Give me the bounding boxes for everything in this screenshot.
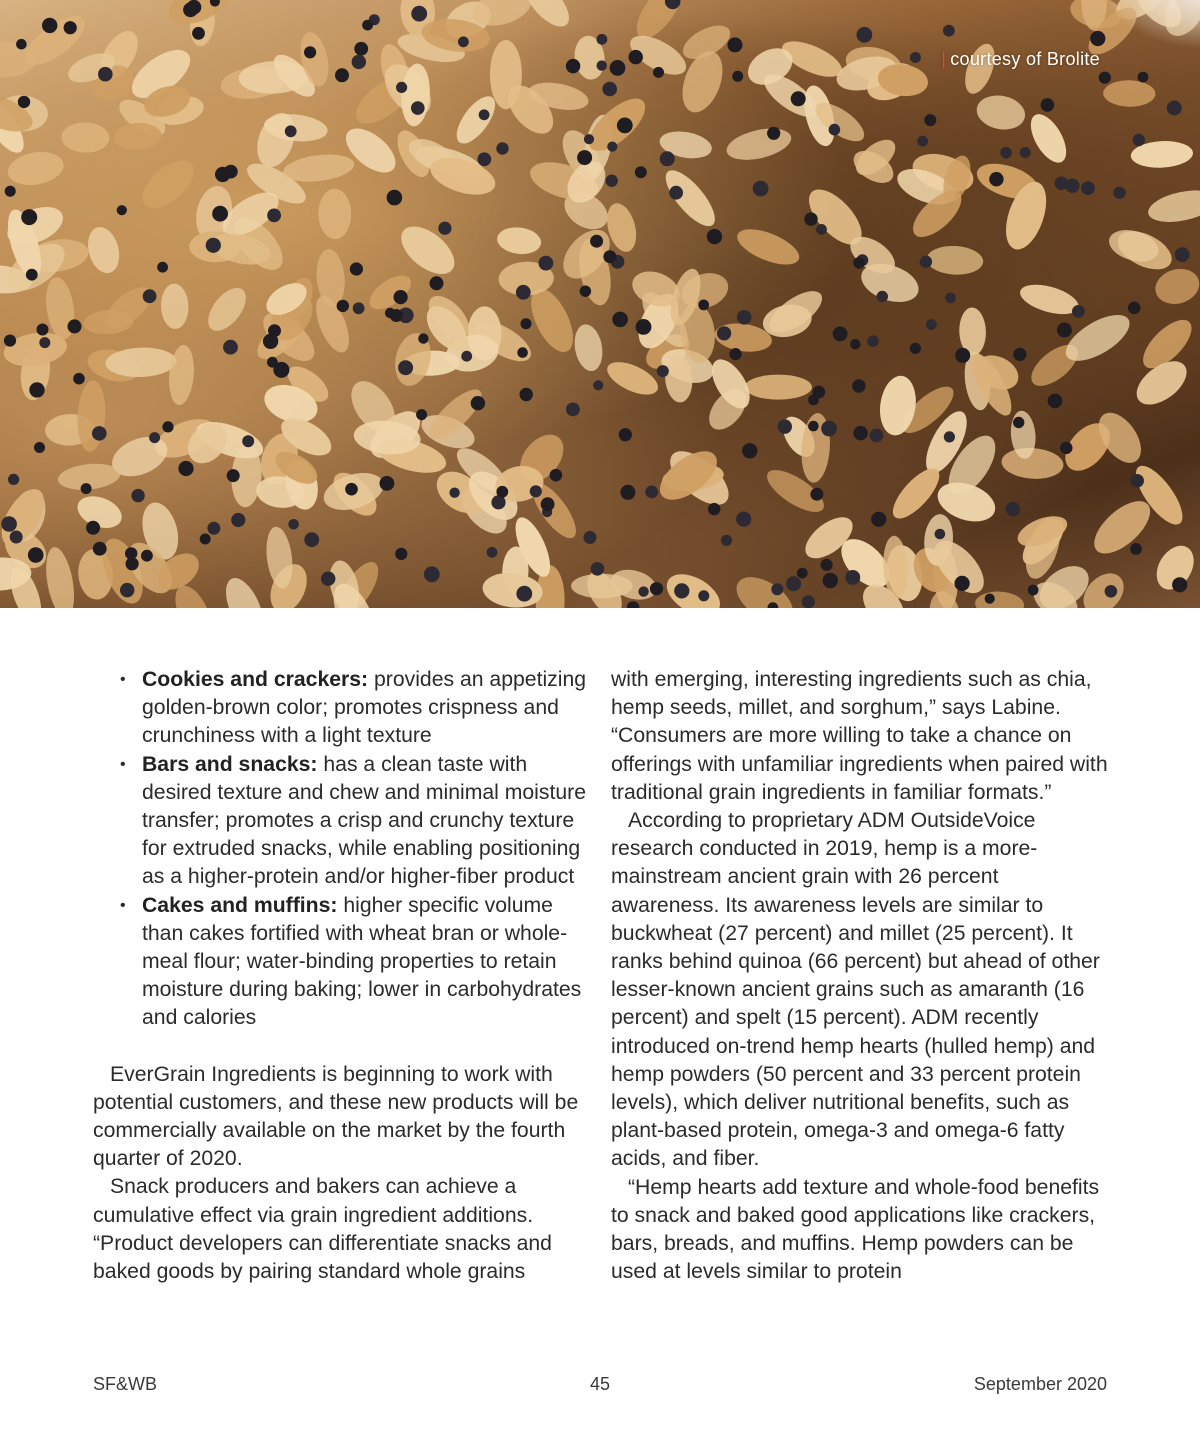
poppy-seed <box>566 59 580 73</box>
poppy-seed <box>985 594 995 604</box>
poppy-seed <box>396 82 407 93</box>
sesame-seed <box>61 122 110 154</box>
poppy-seed <box>823 573 838 588</box>
poppy-seed <box>1105 585 1118 598</box>
poppy-seed <box>610 60 626 76</box>
poppy-seed <box>816 224 827 235</box>
poppy-seed <box>411 101 425 115</box>
poppy-seed <box>461 351 472 362</box>
poppy-seed <box>125 547 137 559</box>
article-column-right <box>611 666 1109 1286</box>
poppy-seed <box>943 25 955 37</box>
poppy-seed <box>1013 348 1026 361</box>
poppy-seed <box>1130 543 1142 555</box>
poppy-seed <box>728 37 743 52</box>
poppy-seed <box>797 568 808 579</box>
poppy-seed <box>26 269 38 281</box>
poppy-seed <box>602 82 617 97</box>
poppy-seed <box>37 324 49 336</box>
sesame-seed <box>724 123 795 165</box>
sesame-seed <box>660 566 727 608</box>
poppy-seed <box>577 150 592 165</box>
application-list <box>93 666 591 1033</box>
poppy-seed <box>4 335 16 347</box>
list-item-term: Bars and snacks: <box>142 752 318 776</box>
poppy-seed <box>650 582 663 595</box>
sesame-seed <box>218 573 270 608</box>
poppy-seed <box>778 419 792 433</box>
poppy-seed <box>1099 72 1111 84</box>
poppy-seed <box>660 151 675 166</box>
poppy-seed <box>487 547 498 558</box>
poppy-seed <box>86 521 100 535</box>
poppy-seed <box>1006 502 1020 516</box>
poppy-seed <box>390 309 403 322</box>
poppy-seed <box>438 222 451 235</box>
sesame-seed <box>1103 80 1156 107</box>
seed-texture <box>0 0 1200 608</box>
publication-name: SF&WB <box>93 1374 158 1394</box>
sesame-seed <box>134 151 202 216</box>
poppy-seed <box>597 60 607 70</box>
hero-photo <box>0 0 1200 608</box>
poppy-seed <box>945 293 956 304</box>
poppy-seed <box>721 535 732 546</box>
poppy-seed <box>620 485 635 500</box>
poppy-seed <box>857 27 873 43</box>
poppy-seed <box>285 125 297 137</box>
poppy-seed <box>732 71 743 82</box>
sesame-seed <box>160 283 189 329</box>
poppy-seed <box>606 175 618 187</box>
poppy-seed <box>479 109 490 120</box>
poppy-seed <box>808 421 819 432</box>
poppy-seed <box>707 229 722 244</box>
poppy-seed <box>629 50 643 64</box>
poppy-seed <box>477 152 491 166</box>
sesame-seed <box>733 222 804 272</box>
poppy-seed <box>98 67 113 82</box>
poppy-seed <box>335 68 349 82</box>
sesame-seed <box>390 330 436 390</box>
poppy-seed <box>853 257 865 269</box>
poppy-seed <box>345 483 358 496</box>
poppy-seed <box>1072 305 1085 318</box>
poppy-seed <box>845 570 860 585</box>
poppy-seed <box>1167 101 1182 116</box>
poppy-seed <box>917 136 928 147</box>
poppy-seed <box>593 380 603 390</box>
poppy-seed <box>424 566 440 582</box>
poppy-seed <box>877 291 888 302</box>
poppy-seed <box>955 348 970 363</box>
spacer <box>93 1033 591 1061</box>
poppy-seed <box>521 318 532 329</box>
poppy-seed <box>394 290 408 304</box>
sesame-seed <box>201 281 253 337</box>
poppy-seed <box>771 583 783 595</box>
poppy-seed <box>698 590 709 601</box>
poppy-seed <box>1172 577 1187 592</box>
poppy-seed <box>449 488 459 498</box>
poppy-seed <box>68 319 82 333</box>
poppy-seed <box>867 335 879 347</box>
poppy-seed <box>808 395 819 406</box>
poppy-seed <box>1 516 17 532</box>
poppy-seed <box>28 547 44 563</box>
poppy-seed <box>926 319 937 330</box>
sesame-seed <box>481 570 544 608</box>
poppy-seed <box>353 302 365 314</box>
poppy-seed <box>717 326 731 340</box>
sesame-seed <box>318 188 352 239</box>
poppy-seed <box>120 583 134 597</box>
poppy-seed <box>617 118 633 134</box>
poppy-seed <box>636 319 652 335</box>
body-paragraph: with emerging, interesting ingredients such as chia, hemp seeds, millet, and sorghum,” says Labine. “Consumers are more willing to take a chance on offerings with unfamiliar ingredients when paired with traditional grain ingredients in familiar formats.” <box>611 668 1108 804</box>
poppy-seed <box>200 534 211 545</box>
poppy-seed <box>141 550 153 562</box>
list-item-text: provides an appetizing golden-brown color; promotes crispness and crunchiness with a light texture <box>142 668 587 748</box>
poppy-seed <box>786 576 801 591</box>
poppy-seed <box>416 409 427 420</box>
poppy-seed <box>584 134 594 144</box>
poppy-seed <box>1057 323 1072 338</box>
poppy-seed <box>380 476 395 491</box>
poppy-seed <box>1138 72 1149 83</box>
poppy-seed <box>471 396 485 410</box>
poppy-seed <box>802 595 815 608</box>
poppy-seed <box>737 310 752 325</box>
poppy-seed <box>674 583 689 598</box>
poppy-seed <box>337 300 349 312</box>
poppy-seed <box>18 96 30 108</box>
poppy-seed <box>619 428 632 441</box>
poppy-seed <box>387 190 403 206</box>
sesame-seed <box>745 375 812 400</box>
poppy-seed <box>39 337 50 348</box>
poppy-seed <box>192 27 205 40</box>
sesame-seed <box>1151 264 1200 309</box>
sesame-seed <box>974 590 1024 608</box>
poppy-seed <box>352 55 366 69</box>
body-paragraph: Snack producers and bakers can achieve a cumulative effect via grain ingredient additions. “Product developers can differentiate snacks and baked goods by pairing standard whole grains <box>93 1175 552 1284</box>
poppy-seed <box>21 209 37 225</box>
poppy-seed <box>398 360 413 375</box>
poppy-seed <box>810 488 823 501</box>
poppy-seed <box>550 469 563 482</box>
poppy-seed <box>1175 247 1190 262</box>
poppy-seed <box>5 186 16 197</box>
poppy-seed <box>162 421 173 432</box>
article-column-left <box>93 666 591 1286</box>
poppy-seed <box>566 403 580 417</box>
poppy-seed <box>267 209 281 223</box>
poppy-seed <box>263 334 278 349</box>
poppy-seed <box>206 238 221 253</box>
poppy-seed <box>753 181 769 197</box>
poppy-seed <box>1130 474 1144 488</box>
poppy-seed <box>541 497 555 511</box>
photo-credit-text: courtesy of Brolite <box>950 49 1100 69</box>
poppy-seed <box>821 559 833 571</box>
poppy-seed <box>288 519 299 530</box>
poppy-seed <box>520 388 533 401</box>
poppy-seed <box>231 513 245 527</box>
poppy-seed <box>1028 585 1039 596</box>
sesame-seed <box>974 91 1028 133</box>
poppy-seed <box>73 373 85 385</box>
poppy-seed <box>1048 394 1063 409</box>
poppy-seed <box>178 461 193 476</box>
poppy-seed <box>516 285 531 300</box>
poppy-seed <box>8 474 19 485</box>
poppy-seed <box>458 36 469 47</box>
poppy-seed <box>516 586 532 602</box>
photo-credit <box>941 49 1100 70</box>
list-item-term: Cookies and crackers: <box>142 668 369 691</box>
sesame-seed <box>571 574 633 599</box>
sesame-seed <box>393 217 463 283</box>
poppy-seed <box>870 429 884 443</box>
list-item-text: higher specific volume than cakes fortified with wheat bran or whole-meal flour; water-binding properties to retain moisture during baking; lower in carbohydrates and calories <box>142 893 582 1030</box>
poppy-seed <box>207 522 220 535</box>
poppy-seed <box>1128 302 1141 315</box>
poppy-seed <box>657 365 669 377</box>
list-item <box>142 892 591 1033</box>
sesame-seed <box>496 225 543 257</box>
poppy-seed <box>653 67 664 78</box>
poppy-seed <box>29 382 44 397</box>
poppy-seed <box>157 262 168 273</box>
poppy-seed <box>852 379 865 392</box>
poppy-seed <box>590 235 603 248</box>
list-item <box>142 666 591 751</box>
poppy-seed <box>669 186 683 200</box>
poppy-seed <box>354 42 368 56</box>
sesame-seed <box>450 90 503 150</box>
poppy-seed <box>16 39 27 50</box>
poppy-seed <box>804 212 817 225</box>
sesame-seed <box>41 545 78 608</box>
poppy-seed <box>1041 98 1055 112</box>
poppy-seed <box>496 142 508 154</box>
sesame-seed <box>1017 279 1082 320</box>
poppy-seed <box>131 489 144 502</box>
sesame-seed <box>83 224 124 277</box>
poppy-seed <box>591 562 605 576</box>
poppy-seed <box>627 601 640 608</box>
sesame-seed <box>658 163 723 233</box>
poppy-seed <box>708 503 720 515</box>
poppy-seed <box>635 166 647 178</box>
page-number: 45 <box>589 1374 611 1394</box>
poppy-seed <box>10 531 23 544</box>
poppy-seed <box>612 312 628 328</box>
poppy-seed <box>187 0 202 15</box>
poppy-seed <box>829 124 841 136</box>
list-item-text: has a clean taste with desired texture and chew and minimal moisture transfer; promotes a crisp and crunchy texture for extruded snacks, while enabling positioning as a higher-protein and/or higher-fiber product <box>142 752 586 889</box>
poppy-seed <box>1081 181 1095 195</box>
poppy-seed <box>767 127 780 140</box>
poppy-seed <box>418 333 428 343</box>
poppy-seed <box>607 142 617 152</box>
poppy-seed <box>539 256 554 271</box>
poppy-seed <box>362 20 373 31</box>
body-paragraph: “Hemp hearts add texture and whole-food benefits to snack and baked good applications like crackers, bars, breads, and muffins. Hemp powders can be used at levels similar to protein <box>611 1175 1100 1284</box>
poppy-seed <box>321 572 335 586</box>
poppy-seed <box>871 512 886 527</box>
issue-date: September 2020 <box>973 1374 1107 1394</box>
poppy-seed <box>1060 442 1072 454</box>
poppy-seed <box>920 256 932 268</box>
poppy-seed <box>853 426 867 440</box>
poppy-seed <box>597 34 608 45</box>
poppy-seed <box>736 511 751 526</box>
poppy-seed <box>1113 187 1125 199</box>
poppy-seed <box>1133 134 1145 146</box>
poppy-seed <box>791 91 806 106</box>
poppy-seed <box>742 443 757 458</box>
body-paragraph: EverGrain Ingredients is beginning to work with potential customers, and these new products will be commercially available on the market by the fourth quarter of 2020. <box>93 1062 579 1171</box>
poppy-seed <box>430 276 444 290</box>
list-item <box>142 751 591 892</box>
poppy-seed <box>580 286 591 297</box>
poppy-seed <box>944 431 955 442</box>
page-footer <box>93 1374 1107 1398</box>
poppy-seed <box>638 586 648 596</box>
poppy-seed <box>92 426 107 441</box>
poppy-seed <box>64 21 77 34</box>
sesame-seed <box>1024 109 1074 169</box>
photo-corner-highlight <box>1100 0 1200 50</box>
poppy-seed <box>81 483 92 494</box>
poppy-seed <box>645 486 658 499</box>
sesame-seed <box>571 322 606 373</box>
poppy-seed <box>350 262 363 275</box>
poppy-seed <box>935 529 946 540</box>
sesame-seed <box>1145 185 1200 228</box>
poppy-seed <box>955 576 970 591</box>
poppy-seed <box>924 114 936 126</box>
list-item-term: Cakes and muffins: <box>142 893 338 917</box>
poppy-seed <box>93 542 107 556</box>
body-paragraph: According to proprietary ADM OutsideVoice research conducted in 2019, hemp is a more-mainstream ancient grain with 26 percent awareness. Its awareness levels are similar to buckwheat (27 percent) and millet (25 percent). It ranks behind quinoa (66 percent) but ahead of other lesser-known ancient grains such as amaranth (16 percent) and spelt (15 percent). ADM recently introduced on-trend hemp hearts (hulled hemp) and hemp powders (50 percent and 33 percent protein levels), which deliver nutritional benefits, such as plant-based protein, omega-3 and omega-6 fatty acids, and fiber. <box>611 809 1100 1171</box>
poppy-seed <box>242 435 254 447</box>
poppy-seed <box>1000 147 1012 159</box>
poppy-seed <box>603 250 616 263</box>
sesame-seed <box>926 245 984 277</box>
poppy-seed <box>34 442 45 453</box>
poppy-seed <box>821 421 837 437</box>
poppy-seed <box>584 531 597 544</box>
poppy-seed <box>496 486 508 498</box>
poppy-seed <box>212 206 228 222</box>
poppy-seed <box>143 289 157 303</box>
poppy-seed <box>910 343 921 354</box>
poppy-seed <box>149 432 160 443</box>
poppy-seed <box>227 469 240 482</box>
poppy-seed <box>910 52 921 63</box>
poppy-seed <box>530 485 542 497</box>
poppy-seed <box>304 532 319 547</box>
poppy-seed <box>395 548 407 560</box>
poppy-seed <box>833 327 848 342</box>
sesame-seed <box>5 148 66 190</box>
poppy-seed <box>223 340 238 355</box>
poppy-seed <box>729 348 741 360</box>
poppy-seed <box>517 347 528 358</box>
poppy-seed <box>224 165 238 179</box>
poppy-seed <box>698 300 709 311</box>
poppy-seed <box>304 46 316 58</box>
poppy-seed <box>1013 417 1024 428</box>
poppy-seed <box>267 357 278 368</box>
poppy-seed <box>42 18 57 33</box>
poppy-seed <box>1065 179 1079 193</box>
poppy-seed <box>1020 147 1031 158</box>
poppy-seed <box>850 339 860 349</box>
poppy-seed <box>989 172 1003 186</box>
credit-divider: | <box>941 49 947 69</box>
sesame-seed <box>167 344 197 406</box>
poppy-seed <box>117 205 127 215</box>
poppy-seed <box>411 6 427 22</box>
